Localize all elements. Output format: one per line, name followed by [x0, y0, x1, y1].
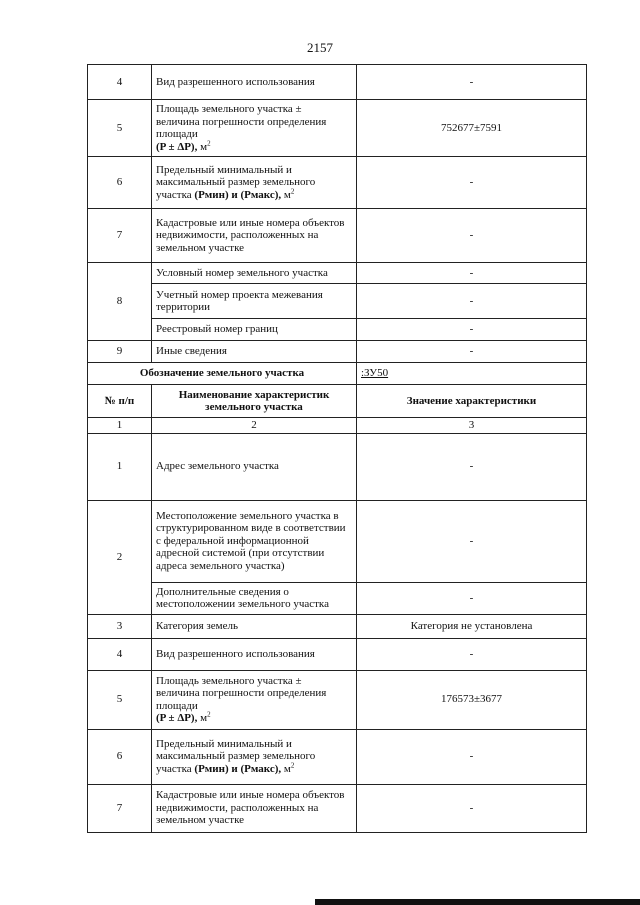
table-row [88, 157, 587, 209]
row-name: Категория земель [152, 614, 357, 638]
row-number: 5 [88, 670, 152, 729]
name-sup: 2 [290, 187, 295, 196]
table-row [88, 582, 587, 614]
row-value: - [357, 284, 587, 319]
name-unit: м [197, 140, 208, 153]
row-number: 8 [88, 263, 152, 341]
designation-label: Обозначение земельного участка [88, 363, 357, 385]
header-col1: № п/п [88, 385, 152, 418]
row-value: - [357, 729, 587, 784]
row-name [152, 157, 357, 209]
name-bold: (P ± ΔP), [156, 140, 198, 153]
row-value: - [357, 500, 587, 582]
table-row [88, 784, 587, 832]
row-number: 4 [88, 65, 152, 100]
table-row [88, 614, 587, 638]
row-name: Учетный номер проекта межевания территории [152, 284, 357, 319]
header-row [88, 385, 587, 418]
designation-code: :ЗУ50 [361, 367, 389, 380]
name-unit: м [281, 762, 291, 775]
table-row [88, 729, 587, 784]
row-number: 5 [88, 100, 152, 157]
row-value: - [357, 341, 587, 363]
name-unit: м [197, 712, 208, 724]
row-name: Дополнительные сведения о местоположении земельного участка [152, 582, 357, 614]
row-value: 176573±3677 [357, 670, 587, 729]
row-number: 7 [88, 784, 152, 832]
name-bold: (Рмин) и (Рмакс), [194, 188, 282, 201]
row-name: Кадастровые или иные номера объектов недвижимости, расположенных на земельном участке [152, 209, 357, 263]
row-name [152, 100, 357, 157]
row-value: - [357, 638, 587, 670]
row-name: Местоположение земельного участка в структурированном виде в соответствии с федеральной информационной адресной системой (при отсутствии адреса земельного участка) [152, 500, 357, 582]
name-line: Предельный минимальный и [156, 163, 292, 176]
row-number: 6 [88, 729, 152, 784]
table-row [88, 209, 587, 263]
row-number: 6 [88, 157, 152, 209]
name-sup: 2 [290, 761, 295, 770]
row-name: Иные сведения [152, 341, 357, 363]
name-sup: 2 [207, 138, 211, 147]
row-value: - [357, 263, 587, 284]
name-pre: участка [156, 762, 195, 775]
row-value: Категория не установлена [357, 614, 587, 638]
row-name [152, 729, 357, 784]
name-bold: (P ± ΔP), [156, 712, 198, 724]
name-line: площади [156, 128, 198, 140]
table-row [88, 670, 587, 729]
row-value: - [357, 157, 587, 209]
designation-value [357, 363, 587, 385]
column-number: 1 [88, 418, 152, 434]
name-pre: участка [156, 188, 195, 201]
table-row [88, 500, 587, 582]
name-line: Площадь земельного участка ± [156, 674, 302, 687]
name-line: величина погрешности определения [156, 115, 327, 128]
row-value: - [357, 319, 587, 341]
row-number: 2 [88, 500, 152, 614]
row-name: Условный номер земельного участка [152, 263, 357, 284]
column-number: 2 [152, 418, 357, 434]
table-row [88, 100, 587, 157]
row-name [152, 670, 357, 729]
land-plot-table [87, 64, 587, 833]
row-name: Реестровый номер границ [152, 319, 357, 341]
row-value: - [357, 582, 587, 614]
table-row [88, 319, 587, 341]
row-value: - [357, 433, 587, 500]
name-sup: 2 [207, 710, 211, 719]
table-row [88, 284, 587, 319]
row-number: 3 [88, 614, 152, 638]
name-unit: м [281, 188, 291, 201]
row-name: Адрес земельного участка [152, 433, 357, 500]
row-number: 1 [88, 433, 152, 500]
row-value: - [357, 65, 587, 100]
row-name: Вид разрешенного использования [152, 638, 357, 670]
row-name: Кадастровые или иные номера объектов недвижимости, расположенных на земельном участке [152, 784, 357, 832]
column-number-row [88, 418, 587, 434]
name-line: максимальный размер земельного [156, 176, 316, 189]
table-row [88, 433, 587, 500]
table-row [88, 638, 587, 670]
row-value: 752677±7591 [357, 100, 587, 157]
row-value: - [357, 209, 587, 263]
row-name: Вид разрешенного использования [152, 65, 357, 100]
name-line: Предельный минимальный и [156, 737, 292, 750]
header-col2: Наименование характеристик земельного участка [152, 385, 357, 418]
row-number: 4 [88, 638, 152, 670]
name-line: Площадь земельного участка ± [156, 103, 302, 115]
name-line: максимальный размер земельного [156, 750, 316, 763]
row-number: 7 [88, 209, 152, 263]
row-value: - [357, 784, 587, 832]
name-line: площади [156, 699, 198, 712]
header-col3: Значение характеристики [357, 385, 587, 418]
column-number: 3 [357, 418, 587, 434]
name-line: величина погрешности определения [156, 687, 327, 699]
scan-edge-bar [315, 899, 640, 905]
designation-row [88, 363, 587, 385]
page-number: 2157 [307, 40, 333, 55]
name-bold: (Рмин) и (Рмакс), [194, 762, 282, 775]
table-row [88, 65, 587, 100]
table-row [88, 263, 587, 284]
row-number: 9 [88, 341, 152, 363]
table-row [88, 341, 587, 363]
